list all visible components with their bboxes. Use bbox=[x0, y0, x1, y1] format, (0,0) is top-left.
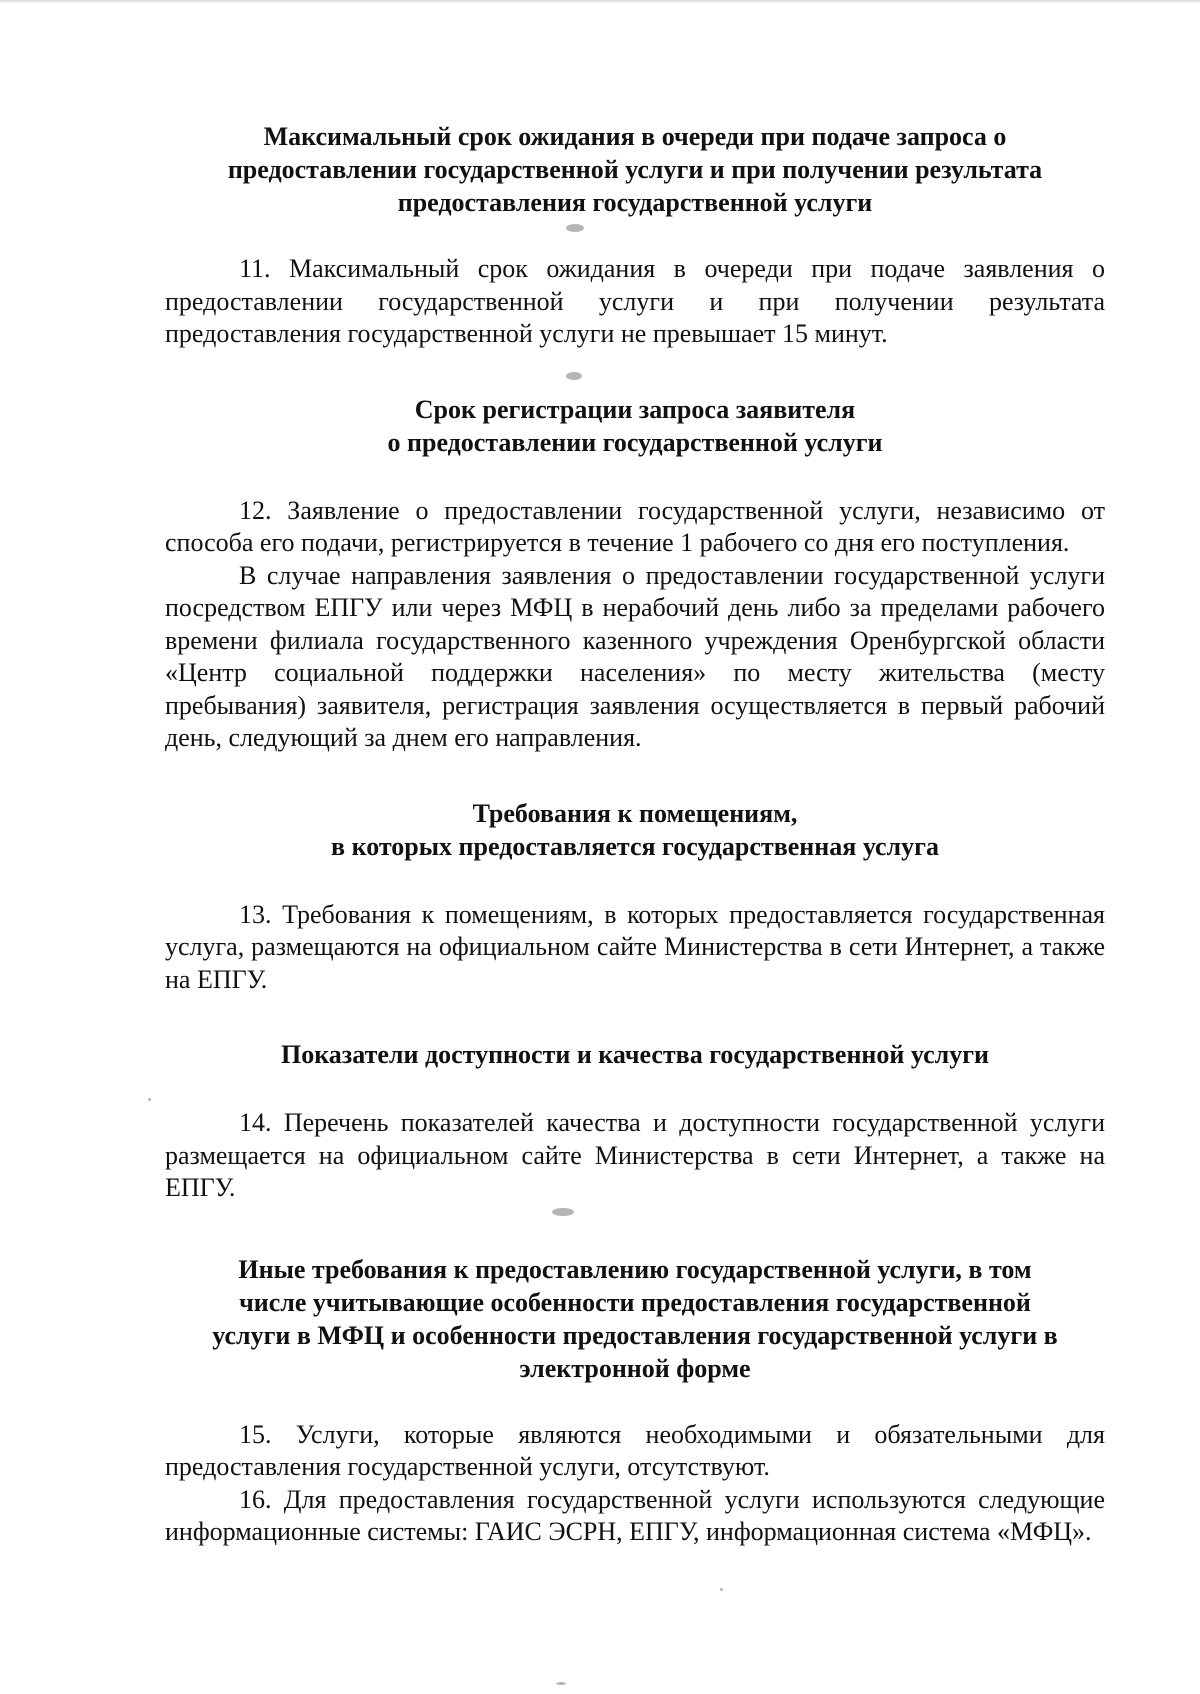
heading-line: в которых предоставляется государственная услуга bbox=[331, 831, 939, 861]
heading-line: предоставления государственной услуги bbox=[397, 188, 873, 217]
scan-speck bbox=[566, 372, 582, 380]
heading-line: Требования к помещениям, bbox=[472, 798, 798, 828]
heading-line: Показатели доступности и качества государственной услуги bbox=[280, 1040, 990, 1069]
heading-line: предоставлении государственной услуги и при получении результата bbox=[227, 155, 1043, 184]
heading-line: числе учитывающие особенности предоставления государственной bbox=[239, 1287, 1031, 1317]
heading-line: Иные требования к предоставлению государственной услуги, в том bbox=[238, 1254, 1032, 1284]
paragraph-14: 14. Перечень показателей качества и доступности государственной услуги размещается на официальном сайте Министерства в сети Интернет, а также на ЕПГУ. bbox=[165, 1108, 1105, 1202]
document-body bbox=[165, 120, 1105, 1549]
paragraph-11: 11. Максимальный срок ожидания в очереди при подаче заявления о предоставлении государственной услуги и при получении результата предоставления государственной услуги не превышает 15 минут. bbox=[165, 254, 1105, 348]
section-heading-quality bbox=[165, 1038, 1105, 1071]
heading-line: услуги в МФЦ и особенности предоставления государственной услуги в bbox=[212, 1320, 1058, 1350]
heading-line: Максимальный срок ожидания в очереди при подаче запроса о bbox=[263, 122, 1007, 151]
section-heading-premises bbox=[165, 797, 1105, 863]
section-heading-other-requirements bbox=[165, 1253, 1105, 1385]
section-heading-queue-wait bbox=[165, 120, 1105, 219]
paragraph-12-continued: В случае направления заявления о предоставлении государственной услуги посредством ЕПГУ или через МФЦ в нерабочий день либо за пределами рабочего времени филиала государственного казенного учреждения Оренбургской области «Центр социальной поддержки населения» по месту жительства (месту пребывания) заявителя, регистрация заявления осуществляется в первый рабочий день, следующий за днем его направления. bbox=[165, 560, 1105, 752]
paragraph-12: 12. Заявление о предоставлении государственной услуги, независимо от способа его подачи, регистрируется в течение 1 рабочего со дня его поступления. bbox=[165, 495, 1105, 557]
paragraph-13: 13. Требования к помещениям, в которых предоставляется государственная услуга, размещаются на официальном сайте Министерства в сети Интернет, а также на ЕПГУ. bbox=[165, 899, 1105, 994]
paragraph-16: 16. Для предоставления государственной услуги используются следующие информационные системы: ГАИС ЭСРН, ЕПГУ, информационная система «МФЦ». bbox=[165, 1484, 1105, 1546]
scan-speck bbox=[720, 1588, 723, 1591]
paragraph-15: 15. Услуги, которые являются необходимыми и обязательными для предоставления государственной услуги, отсутствуют. bbox=[165, 1419, 1105, 1481]
heading-line: о предоставлении государственной услуги bbox=[387, 427, 883, 457]
heading-line: Срок регистрации запроса заявителя bbox=[414, 394, 856, 424]
section-heading-registration bbox=[165, 393, 1105, 459]
scan-edge bbox=[0, 0, 1200, 4]
scan-speck bbox=[552, 1208, 574, 1216]
heading-line: электронной форме bbox=[519, 1353, 751, 1383]
scan-speck bbox=[556, 1682, 566, 1685]
scan-speck bbox=[566, 224, 584, 232]
scan-speck bbox=[148, 1098, 151, 1101]
